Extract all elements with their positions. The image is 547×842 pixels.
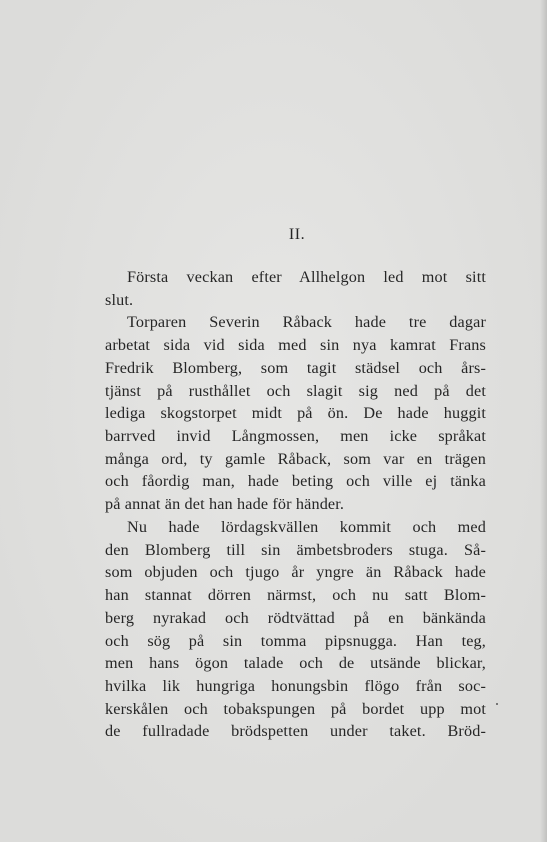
text-line: Nu hade lördagskvällen kommit och med [127,517,486,536]
text-line: arbetat sida vid sida med sin nya kamrat Frans [105,336,486,355]
body-text [105,266,486,743]
text-line: Första veckan efter Allhelgon led mot sitt [127,268,486,286]
text-line: Torparen Severin Råback hade tre dagar [127,313,486,332]
text-line: barrved invid Långmossen, men icke språkat [105,427,486,446]
text-line: som objuden och tjugo år yngre än Råback hade [105,563,486,582]
print-speck [496,703,498,705]
text-line: men hans ögon talade och de utsände blickar, [105,654,486,673]
text-line: tjänst på rusthållet och slagit sig ned på det [105,381,486,400]
text-line: berg nyrakad och rödtvättad på en bänkända [105,608,486,627]
text-line: och fåordig man, hade beting och ville ej tänka [105,472,486,491]
text-line: på annat än det han hade för händer. [105,495,345,514]
text-line: den Blomberg till sin ämbetsbroders stuga. Så- [105,540,486,559]
text-line: och sög på sin tomma pipsnugga. Han teg, [105,631,486,650]
text-line: hvilka lik hungriga honungsbin flögo från soc- [105,676,486,695]
text-line: de fullradade brödspetten under taket. Bröd- [105,722,486,741]
text-line: slut. [105,290,134,309]
text-line: lediga skogstorpet midt på ön. De hade huggit [105,404,486,423]
text-line: Fredrik Blomberg, som tagit städsel och års- [105,358,486,377]
text-line: kerskålen och tobakspungen på bordet upp mot [105,699,486,718]
text-line: många ord, ty gamle Råback, som var en trägen [105,449,486,468]
text-line: han stannat dörren närmst, och nu satt Blom- [105,586,486,605]
chapter-heading: II. [288,226,306,243]
